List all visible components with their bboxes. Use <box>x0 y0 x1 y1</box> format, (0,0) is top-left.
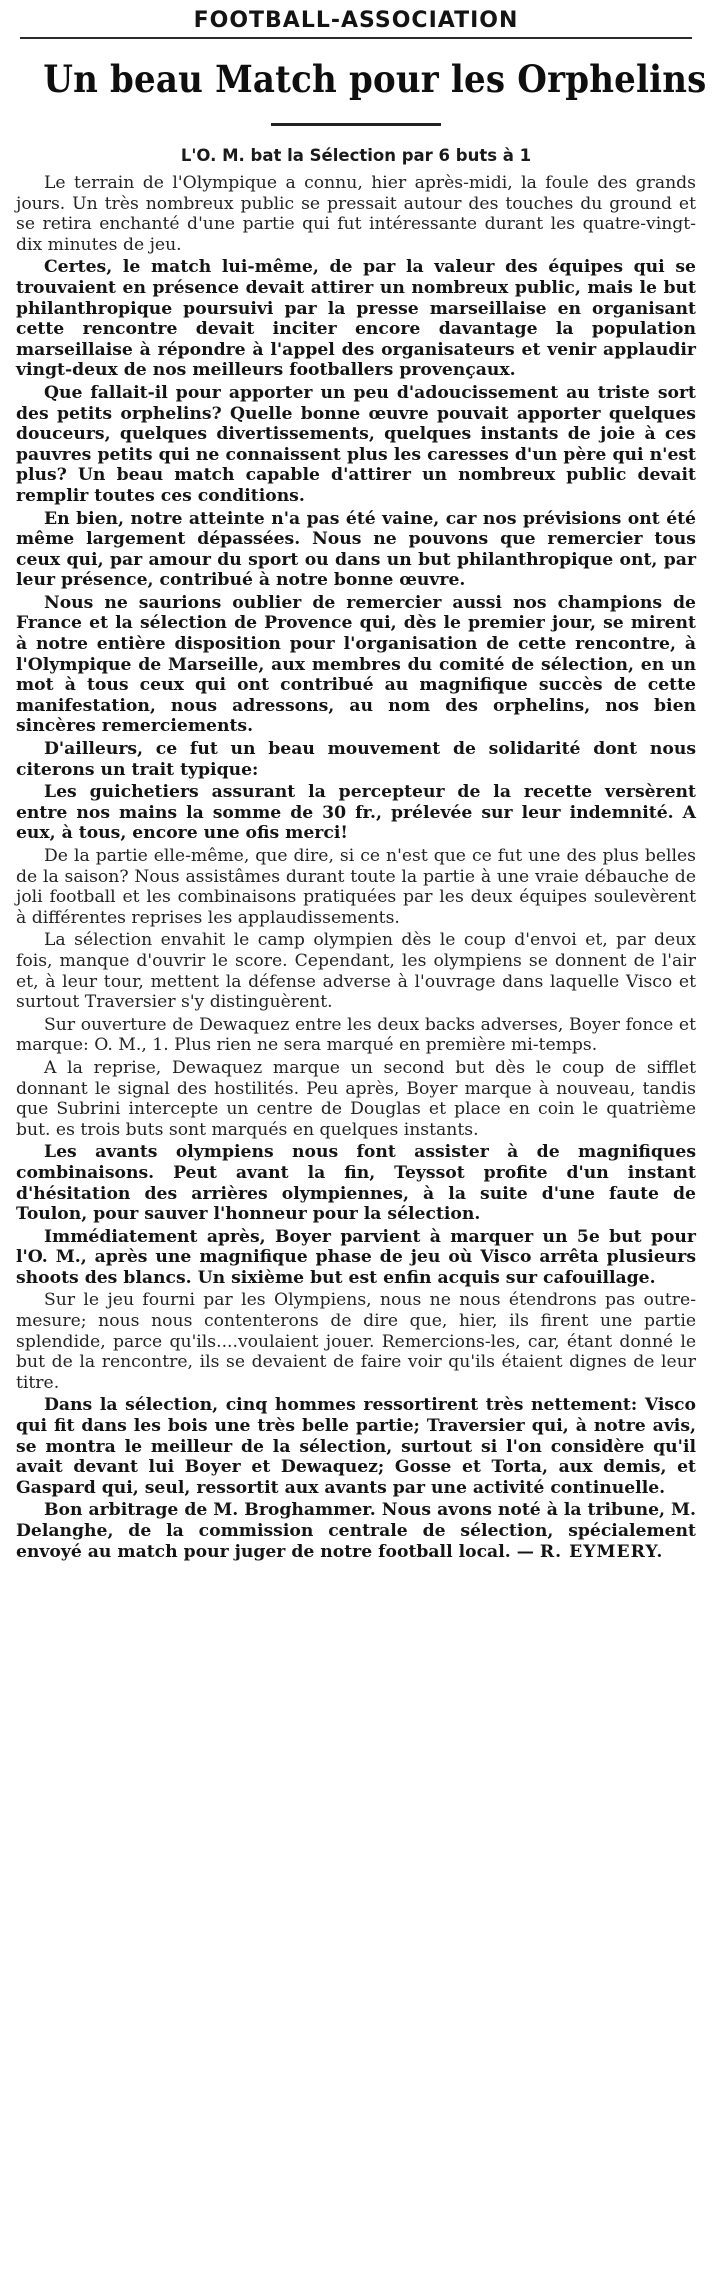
headline-rule <box>271 123 441 126</box>
paragraph-11: A la reprise, Dewaquez marque un second but dès le coup de sifflet donnant le signal des hostilités. Peu après, Boyer marque à nouveau, tandis que Subrini intercepte un centre de Douglas et place en coin le quatrième but. es trois buts sont marqués en quelques instants. <box>16 1057 696 1140</box>
paragraph-16 <box>16 1500 696 1562</box>
paragraph-14: Sur le jeu fourni par les Olympiens, nous ne nous étendrons pas outre-mesure; nous nous contenterons de dire que, hier, ils firent une partie splendide, parce qu'ils....voulaient jouer. Remercions-les, car, étant donné le but de la rencontre, ils se devaient de faire voir qu'ils étaient dignes de leur titre. <box>16 1290 696 1393</box>
closing-text: Bon arbitrage de M. Broghammer. Nous avons noté à la tribune, M. Delanghe, de la commission centrale de sélection, spécialement envoyé au match pour juger de notre football local. — <box>16 1500 696 1562</box>
author-signature: R. EYMERY. <box>539 1541 664 1562</box>
paragraph-13: Immédiatement après, Boyer parvient à marquer un 5e but pour l'O. M., après une magnifique phase de jeu où Visco arrêta plusieurs shoots des blancs. Un sixième but est enfin acquis sur cafouillage. <box>16 1226 696 1288</box>
paragraph-4: En bien, notre atteinte n'a pas été vaine, car nos prévisions ont été même largement dépassées. Nous ne pouvons que remercier tous ceux qui, par amour du sport ou dans un but philanthropique ont, par leur présence, contribué à notre bonne œuvre. <box>16 508 696 591</box>
paragraph-8: De la partie elle-même, que dire, si ce n'est que ce fut une des plus belles de la saison? Nous assistâmes durant toute la partie à une vraie débauche de joli football et les combinaisons pratiquées par les deux équipes soulevèrent à différentes reprises les applaudissements. <box>16 846 696 928</box>
paragraph-7: Les guichetiers assurant la percepteur de la recette versèrent entre nos mains la somme de 30 fr., prélevée sur leur indemnité. A eux, à tous, encore une ofis merci! <box>16 782 696 844</box>
paragraph-5: Nous ne saurions oublier de remercier aussi nos champions de France et la sélection de Provence qui, dès le premier jour, se mirent à notre entière disposition pour l'organisation de cette rencontre, à l'Olympique de Marseille, aux membres du comité de sélection, en un mot à tous ceux qui ont contribué au magnifique succès de cette manifestation, nous adressons, au nom des orphelins, nos bien sincères remerciements. <box>16 592 696 737</box>
paragraph-12: Les avants olympiens nous font assister à de magnifiques combinaisons. Peut avant la fin, Teyssot profite d'un instant d'hésitation des arrières olympiennes, à la suite d'une faute de Toulon, pour sauver l'honneur pour la sélection. <box>16 1142 696 1225</box>
paragraph-1: Le terrain de l'Olympique a connu, hier après-midi, la foule des grands jours. Un très nombreux public se pressait autour des touches du ground et se retira enchanté d'une partie qui fut intéressante durant les quatre-vingt-dix minutes de jeu. <box>16 173 696 255</box>
subheadline: L'O. M. bat la Sélection par 6 buts à 1 <box>180 146 532 165</box>
paragraph-9: La sélection envahit le camp olympien dès le coup d'envoi et, par deux fois, manque d'ouvrir le score. Cependant, les olympiens se donnent de l'air et, à leur tour, mettent la défense adverse à l'ouvrage dans laquelle Visco et surtout Traversier s'y distinguèrent. <box>16 930 696 1013</box>
headline: Un beau Match pour les Orphelins <box>43 57 707 101</box>
paragraph-15: Dans la sélection, cinq hommes ressortirent très nettement: Visco qui fit dans les bois une très belle partie; Traversier qui, à notre avis, se montra le meilleur de la sélection, surtout si l'on considère qu'il avait devant lui Boyer et Dewaquez; Gosse et Torta, aux demis, et Gaspard qui, seul, ressortit aux avants par une activité continuelle. <box>16 1395 696 1498</box>
paragraph-6: D'ailleurs, ce fut un beau mouvement de solidarité dont nous citerons un trait typique: <box>16 739 696 780</box>
section-rule <box>20 37 692 39</box>
article-body <box>16 173 696 1562</box>
paragraph-2: Certes, le match lui-même, de par la valeur des équipes qui se trouvaient en présence devait attirer un nombreux public, mais le but philanthropique poursuivi par la presse marseillaise en organisant cette rencontre devait inciter encore davantage la population marseillaise à répondre à l'appel des organisateurs et venir applaudir vingt-deux de nos meilleurs footballers provençaux. <box>16 257 696 381</box>
paragraph-3: Que fallait-il pour apporter un peu d'adoucissement au triste sort des petits orphelins? Quelle bonne œuvre pouvait apporter quelques douceurs, quelques divertissements, quelques instants de joie à ces pauvres petits qui ne connaissent plus les caresses d'un père qui n'est plus? Un beau match capable d'attirer un nombreux public devait remplir toutes ces conditions. <box>16 382 696 506</box>
paragraph-10: Sur ouverture de Dewaquez entre les deux backs adverses, Boyer fonce et marque: O. M., 1. Plus rien ne sera marqué en première mi-temps. <box>16 1014 696 1056</box>
section-heading: FOOTBALL-ASSOCIATION <box>193 8 519 33</box>
